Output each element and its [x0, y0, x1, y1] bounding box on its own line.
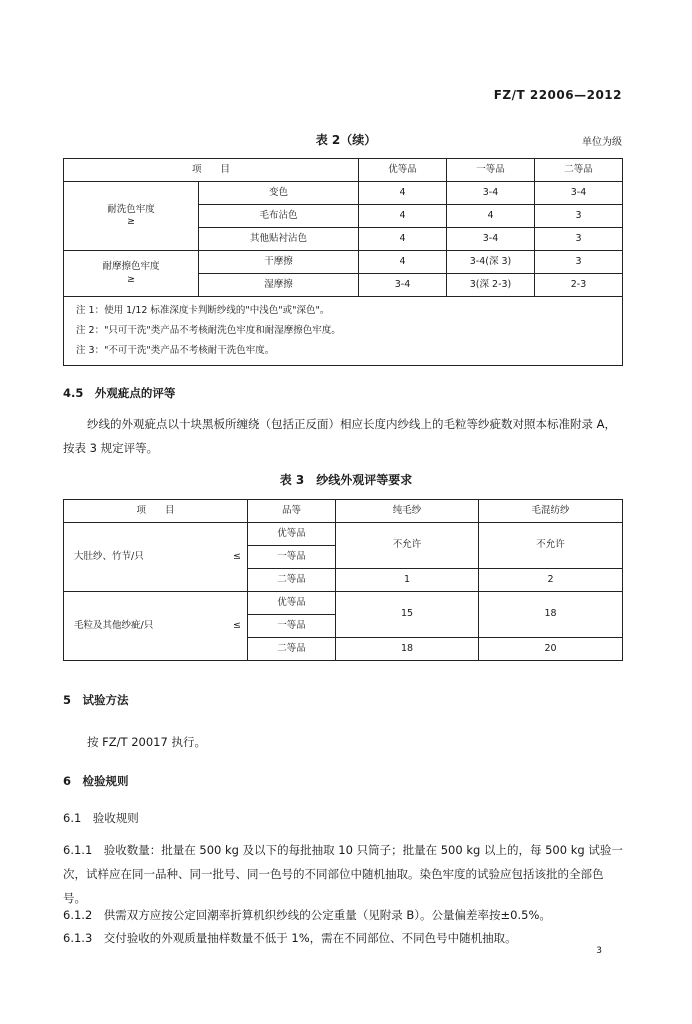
cell-value: 3-4: [359, 274, 447, 297]
cell-value: 4: [359, 228, 447, 251]
cell-value: 3: [535, 205, 623, 228]
section-4-5-paragraph: 纱线的外观疵点以十块黑板所缠绕（包括正反面）相应长度内纱线上的毛粒等纱疵数对照本标准附录 A，按表 3 规定评等。: [63, 417, 617, 455]
table3-header-grade: 品等: [248, 500, 336, 523]
section-4-5-heading: 4.5 外观疵点的评等: [63, 386, 176, 400]
cell-value: 15: [336, 592, 479, 638]
table2-title: 表 2（续）: [315, 133, 377, 147]
section-6-heading: 6 检验规则: [63, 774, 129, 788]
table2-header-row: [64, 159, 623, 182]
section-5-paragraph: 按 FZ/T 20017 执行。: [87, 735, 206, 749]
note-1: 注 1：使用 1/12 标准深度卡判断纱线的"中浅色"或"深色"。: [76, 305, 330, 316]
clause-6-1-3: 6.1.3 交付验收的外观质量抽样数量不低于 1%，需在不同部位、不同色号中随机抽取。: [63, 931, 517, 945]
table3-title: 表 3 纱线外观评等要求: [279, 473, 413, 487]
note-2: 注 2："只可干洗"类产品不考核耐洗色牢度和耐湿摩擦色牢度。: [76, 325, 341, 336]
row-label: 干摩擦: [199, 251, 359, 274]
table-row: [64, 182, 623, 205]
table3-header-row: [64, 500, 623, 523]
cell-value: 20: [479, 638, 623, 661]
table3-header-item: 项 目: [64, 500, 248, 523]
table-row: [64, 592, 623, 615]
cell-value: 4: [359, 251, 447, 274]
table-row: [64, 523, 623, 546]
row-label: 湿摩擦: [199, 274, 359, 297]
cell-value: 2: [479, 569, 623, 592]
group-name: 耐洗色牢度: [107, 203, 155, 215]
grade-label: 一等品: [248, 546, 336, 569]
le-symbol: ≤: [206, 523, 248, 592]
cell-value: 4: [359, 205, 447, 228]
standard-code: FZ/T 22006—2012: [493, 88, 622, 102]
table-row: [64, 251, 623, 274]
cell-value: 3(深 2-3): [447, 274, 535, 297]
grade-label: 二等品: [248, 569, 336, 592]
cell-value: 18: [479, 592, 623, 638]
grade-label: 优等品: [248, 523, 336, 546]
group-name: 耐摩擦色牢度: [102, 261, 160, 273]
clause-6-1-1: 6.1.1 验收数量：批量在 500 kg 及以下的每批抽取 10 只筒子；批量在 500 kg 以上的，每 500 kg 试验一次，试样应在同一品种、同一批号、同一色号的不同部位中随机抽取。染色牢度的试验应包括该批的全部色号。: [63, 843, 623, 905]
cell-value: 18: [336, 638, 479, 661]
cell-value: 2-3: [535, 274, 623, 297]
cell-value: 不允许: [479, 523, 623, 569]
note-3: 注 3："不可干洗"类产品不考核耐干洗色牢度。: [76, 345, 275, 356]
table3-header-col2: 毛混纺纱: [479, 500, 623, 523]
table2-header-grade2: 一等品: [447, 159, 535, 182]
table2-notes-row: [64, 297, 623, 366]
ge-symbol: ≥: [127, 273, 135, 285]
cell-value: 1: [336, 569, 479, 592]
cell-value: 4: [447, 205, 535, 228]
cell-value: 4: [359, 182, 447, 205]
cell-value: 3-4: [447, 228, 535, 251]
table2-notes: [64, 297, 623, 366]
cell-value: 3-4: [447, 182, 535, 205]
page-number: 3: [596, 946, 602, 956]
row-label: 毛布沾色: [199, 205, 359, 228]
table3-group-name: 大肚纱、竹节/只: [64, 523, 206, 592]
section-6-1-heading: 6.1 验收规则: [63, 811, 139, 825]
table2-header-grade1: 优等品: [359, 159, 447, 182]
cell-value: 3: [535, 251, 623, 274]
cell-value: 不允许: [336, 523, 479, 569]
grade-label: 一等品: [248, 615, 336, 638]
cell-value: 3-4: [535, 182, 623, 205]
grade-label: 二等品: [248, 638, 336, 661]
grade-label: 优等品: [248, 592, 336, 615]
table3-header-col1: 纯毛纱: [336, 500, 479, 523]
table2-group-rub: [64, 251, 199, 297]
table3-group-name: 毛粒及其他纱疵/只: [64, 592, 206, 661]
row-label: 其他贴衬沾色: [199, 228, 359, 251]
table2-header-item: 项 目: [64, 159, 359, 182]
ge-symbol: ≥: [127, 216, 135, 227]
table2-unit: 单位为级: [582, 137, 622, 148]
le-symbol: ≤: [206, 592, 248, 661]
section-5-heading: 5 试验方法: [63, 693, 129, 707]
cell-value: 3-4(深 3): [447, 251, 535, 274]
cell-value: 3: [535, 228, 623, 251]
table2-group-wash: [64, 182, 199, 251]
table2: [63, 158, 623, 366]
table3: [63, 499, 623, 661]
row-label: 变色: [199, 182, 359, 205]
table2-header-grade3: 二等品: [535, 159, 623, 182]
clause-6-1-2: 6.1.2 供需双方应按公定回潮率折算机织纱线的公定重量（见附录 B）。公量偏差率按±0.5%。: [63, 908, 551, 922]
